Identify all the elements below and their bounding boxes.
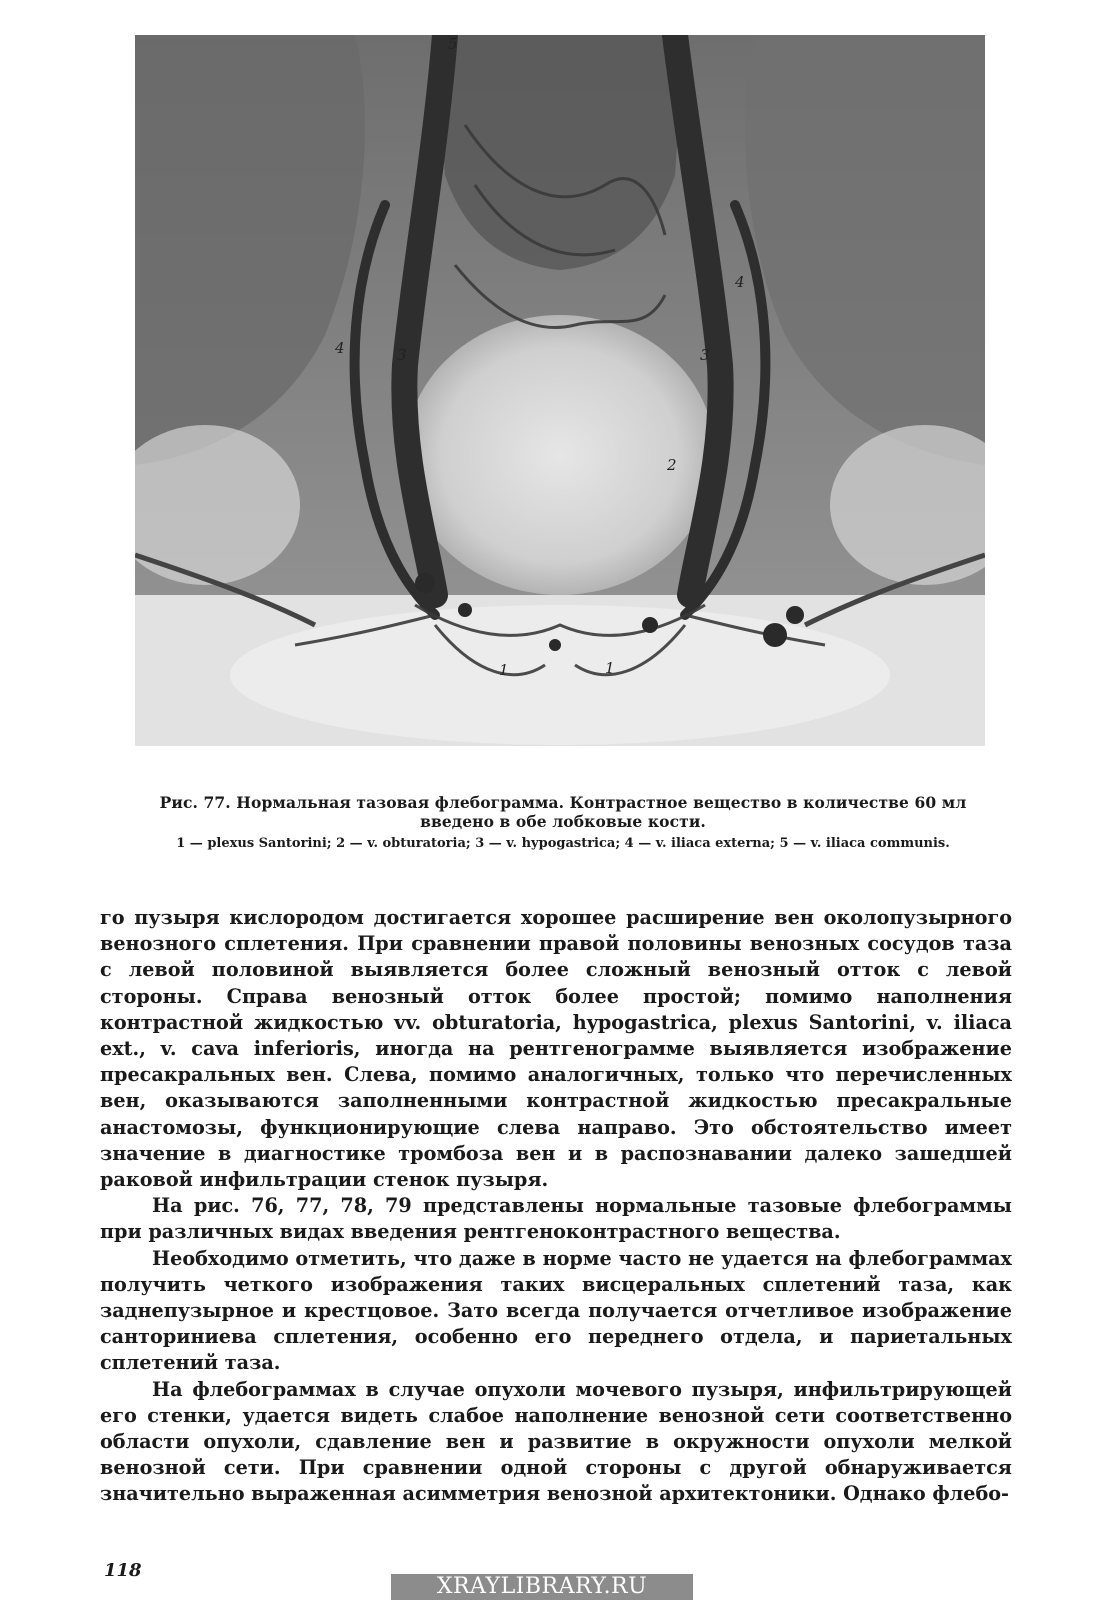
paragraph-2: На рис. 76, 77, 78, 79 представлены нормальные тазовые флебограммы при различных видах введения рентгеноконтрастного вещества. (100, 1194, 1012, 1244)
body-text (100, 905, 1012, 1508)
figure-marker-2: 2 (667, 456, 677, 474)
page-number: 118 (104, 1560, 142, 1581)
figure-marker-1-right: 1 (605, 659, 615, 677)
figure-marker-4-left: 4 (335, 339, 345, 357)
figure-marker-5: 5 (448, 35, 458, 53)
figure-marker-1-left: 1 (499, 661, 509, 679)
phlebogram-xray-image (135, 35, 985, 746)
phlebogram-figure (135, 35, 985, 746)
paragraph-1: го пузыря кислородом достигается хорошее расширение вен околопузырного венозного сплетения. При сравнении правой половины венозных сосудов таза с левой половиной выявляется более сложный венозный отток с левой стороны. Справа венозный отток более простой; помимо наполнения контрастной жидкостью vv. obturatoria, hypogastrica, plexus Santorini, v. iliaca ext., v. cava inferioris, иногда на рентгенограмме выявляется изображение пресакральных вен. Слева, помимо аналогичных, только что перечисленных вен, оказываются заполненными контрастной жидкостью пресакральные анастомозы, функционирующие слева направо. Это обстоятельство имеет значение в диагностике тромбоза вен и в распознавании далеко зашедшей раковой инфильтрации стенок пузыря. (100, 906, 1012, 1192)
figure-legend: 1 — plexus Santorini; 2 — v. obturatoria; 3 — v. hypogastrica; 4 — v. iliaca externa; 5 — v. iliaca communis. (176, 836, 950, 851)
paragraph-4: На флебограммах в случае опухоли мочевого пузыря, инфильтрирующей его стенки, удается видеть слабое наполнение венозной сети соответственно области опухоли, сдавление вен и развитие в окружности опухоли мелкой венозной сети. При сравнении одной стороны с другой обнаруживается значительно выраженная асимметрия венозной архитектоники. Однако флебо- (100, 1377, 1012, 1506)
figure-caption: Рис. 77. Нормальная тазовая флебограмма. Контрастное вещество в количестве 60 мл введено в обе лобковые кости. (159, 793, 967, 831)
paragraph-3: Необходимо отметить, что даже в норме часто не удается на флебограммах получить четкого изображения таких висцеральных сплетений таза, как заднепузырное и крестцовое. Зато всегда получается отчетливое изображение санториниева сплетения, особенно его переднего отдела, и париетальных сплетений таза. (100, 1246, 1012, 1375)
figure-marker-3-right: 3 (700, 346, 710, 364)
watermark-banner: XRAYLIBRARY.RU (391, 1574, 693, 1600)
figure-marker-3-left: 3 (397, 346, 407, 364)
figure-marker-4-right: 4 (735, 273, 745, 291)
